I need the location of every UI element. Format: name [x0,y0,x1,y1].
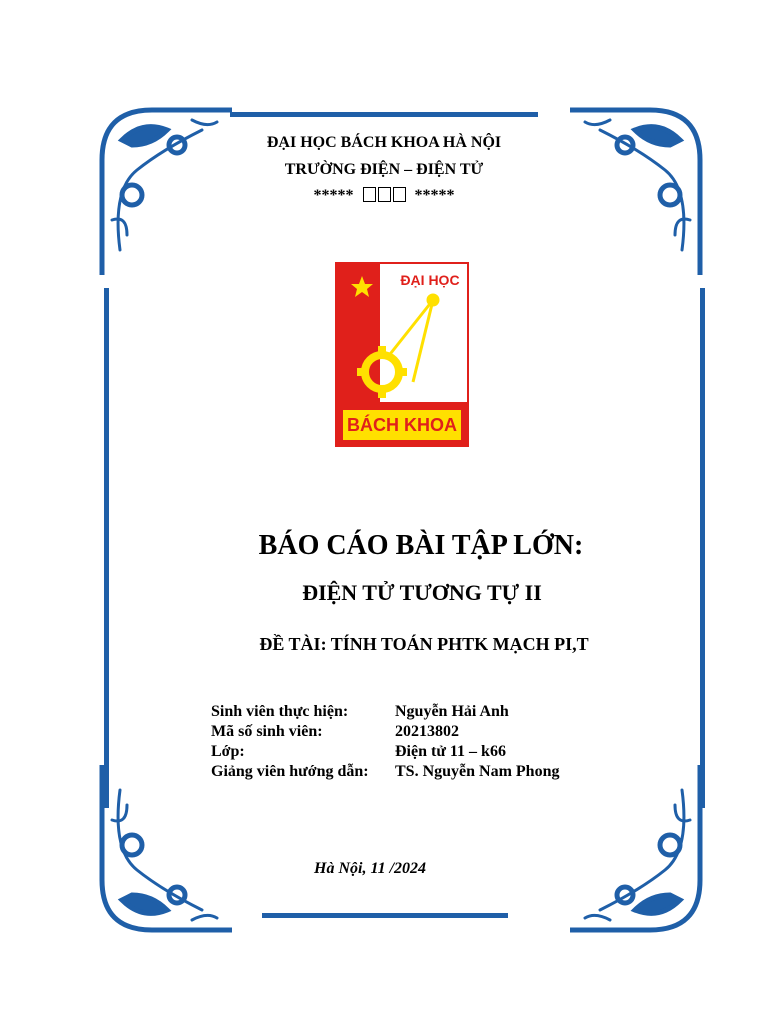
info-row-advisor [211,763,631,783]
info-value: 20213802 [395,723,459,740]
university-name: ĐẠI HỌC BÁCH KHOA HÀ NỘI [266,134,502,151]
corner-ornament-bottom-right [570,765,710,940]
topic-title: ĐỀ TÀI: TÍNH TOÁN PHTK MẠCH PI,T [259,634,589,654]
info-value: TS. Nguyễn Nam Phong [395,763,560,780]
info-row-student-id [211,723,631,743]
info-label: Giảng viên hướng dẫn: [211,763,369,780]
header-divider [0,187,768,207]
box-glyphs-icon [362,187,407,207]
university-logo [335,262,469,447]
stars-right: ***** [414,187,455,204]
info-row-class [211,743,631,763]
place-date: Hà Nội, 11 /2024 [314,860,427,877]
report-title: BÁO CÁO BÀI TẬP LỚN: [258,530,584,561]
info-row-student [211,703,631,723]
corner-ornament-bottom-left [92,765,232,940]
info-label: Mã số sinh viên: [211,723,323,740]
info-label: Sinh viên thực hiện: [211,703,349,720]
logo-bottom-text: BÁCH KHOA [347,415,457,435]
frame-bottom-line [262,913,508,918]
stars-left: ***** [313,187,354,204]
info-value: Điện tử 11 – k66 [395,743,506,760]
subject-title: ĐIỆN TỬ TƯƠNG TỰ II [302,580,542,605]
frame-top-line [230,112,538,117]
logo-top-text: ĐẠI HỌC [400,272,460,288]
school-name: TRƯỜNG ĐIỆN – ĐIỆN TỬ [284,161,484,178]
info-value: Nguyễn Hải Anh [395,703,509,720]
info-label: Lớp: [211,743,245,760]
